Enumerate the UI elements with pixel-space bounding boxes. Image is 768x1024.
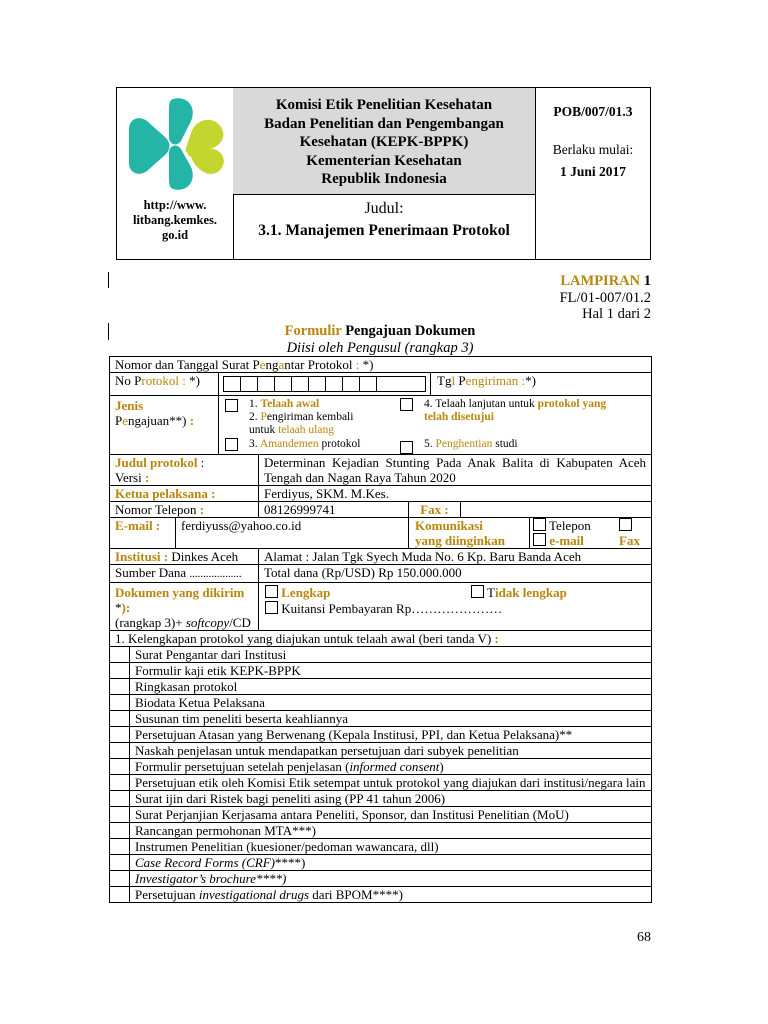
fax-label-text: Fax : (420, 502, 449, 517)
checklist-item-text: dari BPOM****) (309, 887, 403, 902)
protokol-number-boxes[interactable] (223, 376, 426, 392)
label-fragment: P (455, 373, 466, 388)
label-fragment: * (115, 600, 122, 615)
checklist-row (110, 727, 652, 743)
label-fragment: softcopy (185, 615, 230, 630)
ketua-pelaksana-label (110, 486, 259, 502)
checklist-item-text: Rancangan permohonan MTA***) (135, 823, 316, 838)
option-telaah-lanjutan[interactable] (424, 398, 606, 411)
telepon-value[interactable]: 08126999741 (259, 502, 409, 518)
checklist-item (130, 695, 652, 711)
sumber-dana-dots: ................... (189, 568, 242, 580)
checklist-item-text: Persetujuan etik oleh Komisi Etik setempat untuk protokol yang diajukan dari institusi/negara lain (135, 775, 646, 790)
option-telaah-awal[interactable] (249, 398, 319, 411)
checklist-row (110, 695, 652, 711)
url-line: http://www. (143, 198, 207, 212)
org-name-cell (233, 88, 536, 195)
option-tidak-lengkap[interactable] (471, 585, 567, 600)
lampiran-code: FL/01-007/01.2 (559, 289, 651, 306)
checklist-check-cell[interactable] (110, 647, 130, 663)
label-fragment: (rangkap 3)+ (115, 615, 186, 630)
checklist-item (130, 839, 652, 855)
label-fragment: : (196, 502, 205, 517)
option-amandemen[interactable] (249, 438, 361, 451)
form-row-dana (110, 565, 652, 583)
checklist-item-italic: Case Record Forms (CRF) (135, 855, 275, 870)
kelengkapan-colon: : (491, 631, 499, 646)
form-title-main (109, 323, 651, 340)
email-value[interactable]: ferdiyuss@yahoo.co.id (176, 518, 409, 549)
checklist-check-cell[interactable] (110, 855, 130, 871)
checklist-row (110, 887, 652, 903)
option-label: untuk (249, 424, 279, 436)
dokumen-options-cell (259, 583, 652, 631)
checklist-check-cell[interactable] (110, 663, 130, 679)
label-fragment: ng (265, 357, 279, 372)
checklist-row (110, 743, 652, 759)
checklist-item-text: Persetujuan (135, 887, 199, 902)
checklist-row (110, 855, 652, 871)
checklist-check-cell[interactable] (110, 839, 130, 855)
sumber-dana-cell[interactable] (110, 565, 259, 583)
org-line: Kesehatan (KEPK-BPPK) (299, 134, 469, 150)
penghentian-checkbox[interactable] (400, 441, 413, 454)
tgl-pengiriman-cell[interactable] (431, 373, 652, 396)
label-fragment: e (259, 357, 266, 372)
option-label: engiriman kembali (266, 411, 354, 423)
option-lengkap[interactable] (265, 585, 330, 600)
option-label: Amandemen (259, 438, 319, 450)
lampiran-page: Hal 1 dari 2 (582, 306, 651, 322)
checklist-item (130, 711, 652, 727)
checklist-item (130, 679, 652, 695)
kelengkapan-title: 1. Kelengkapan protokol yang diajukan untuk telaah awal (beri tanda V) (115, 631, 492, 646)
judul-value: 3.1. Manajemen Penerimaan Protokol (258, 222, 510, 239)
option-label: Penghentian (435, 438, 493, 450)
option-label: telaah ulang (278, 424, 334, 436)
form-row-nomor-tanggal (110, 357, 652, 373)
checklist-row (110, 663, 652, 679)
option-number: 2. (249, 411, 261, 423)
form-row-email (110, 518, 652, 549)
label-fragment: : (141, 470, 150, 485)
berlaku-date: 1 Juni 2017 (559, 164, 627, 179)
option-label: studi (492, 438, 518, 450)
label-fragment: No P (115, 373, 142, 388)
label-fragment: : (355, 357, 360, 372)
url-line: go.id (161, 228, 189, 242)
form-row-telepon (110, 502, 652, 518)
form-subtitle: Diisi oleh Pengusul (rangkap 3) (286, 340, 474, 356)
pob-code: POB/007/01.3 (553, 104, 633, 119)
no-protokol-label (110, 373, 219, 396)
form-row-kelengkapan (110, 631, 652, 647)
checklist-check-cell[interactable] (110, 775, 130, 791)
email-checkbox[interactable] (533, 533, 546, 546)
checklist-item-text: Surat Perjanjian Kerjasama antara Peneliti, Sponsor, dan Institusi Penelitian (MoU) (135, 807, 569, 822)
checklist-check-cell[interactable] (110, 727, 130, 743)
lampiran-number: 1 (643, 273, 651, 289)
checklist-item (130, 807, 652, 823)
option-kuitansi[interactable] (265, 601, 502, 616)
checklist-item-text: Instrumen Penelitian (kuesioner/pedoman wawancara, dll) (135, 839, 439, 854)
label-fragment: engiriman (465, 373, 519, 388)
lampiran-title (560, 273, 651, 290)
komunikasi-label (415, 518, 505, 548)
checklist-item-italic: Investigator’s brochure (135, 871, 256, 886)
jenis-options-cell (219, 396, 652, 455)
versi-line (115, 470, 253, 485)
dokumen-rangkap-line (115, 615, 253, 630)
form-row-jenis (110, 396, 652, 455)
form-row-ketua (110, 486, 652, 502)
komunikasi-line: Komunikasi (415, 518, 483, 533)
url-line: litbang.kemkes. (132, 213, 218, 227)
judul-label: Judul: (364, 200, 404, 217)
no-protokol-input[interactable] (219, 373, 431, 396)
checklist-check-cell[interactable] (110, 807, 130, 823)
revision-bar (108, 272, 109, 288)
option-telepon[interactable] (533, 518, 591, 533)
option-email[interactable] (533, 533, 584, 548)
label-fragment: : (518, 373, 526, 388)
label-fragment: : (207, 486, 216, 501)
total-dana-value[interactable]: Total dana (Rp/USD) Rp 150.000.000 (259, 565, 652, 583)
checklist-item-text: Formulir persetujuan setelah penjelasan ( (135, 759, 350, 774)
institusi-cell[interactable] (110, 549, 259, 565)
nomor-tanggal-cell[interactable] (110, 357, 652, 373)
checklist-item (130, 647, 652, 663)
checklist-check-cell[interactable] (110, 743, 130, 759)
page-number: 68 (637, 930, 651, 945)
kuitansi-checkbox[interactable] (265, 601, 278, 614)
form-row-dokumen (110, 583, 652, 631)
option-label: telah disetujui (424, 411, 494, 423)
ketua-pelaksana-value[interactable]: Ferdiyus, SKM. M.Kes. (259, 486, 652, 502)
judul-protokol-label (110, 455, 259, 486)
label-fragment: P (115, 413, 123, 428)
option-label: Kuitansi Pembayaran Rp………………… (281, 601, 503, 616)
label-fragment: *) (525, 373, 536, 388)
submission-form-table (109, 356, 652, 903)
label-fragment: Nomor dan Tanggal Surat P (115, 357, 260, 372)
label-fragment: ): (121, 600, 131, 615)
checklist-item-text: Formulir kaji etik KEPK-BPPK (135, 663, 301, 678)
document-header (116, 87, 651, 260)
judul-cell (233, 195, 536, 259)
label-fragment: n (284, 357, 291, 372)
logo-cell (117, 88, 234, 259)
checklist-check-cell[interactable] (110, 887, 130, 903)
option-label: Lengkap (281, 585, 331, 600)
checklist-item-text: Persetujuan Atasan yang Berwenang (Kepala Institusi, PPI, dan Ketua Pelaksana)** (135, 727, 573, 742)
option-label: idak lengkap (494, 585, 567, 600)
checklist-row (110, 647, 652, 663)
jenis-pengajuan-label (110, 396, 219, 455)
telepon-label (110, 502, 259, 518)
form-title (109, 323, 651, 357)
checklist-row (110, 759, 652, 775)
option-label: Telepon (549, 518, 591, 533)
checklist-row (110, 823, 652, 839)
website-url (117, 198, 233, 243)
checklist-item-text: Surat ijin dari Ristek bagi peneliti asing (PP 41 tahun 2006) (135, 791, 446, 806)
kelengkapan-title-cell (110, 631, 652, 647)
judul-protokol-line (115, 455, 253, 470)
berlaku-label: Berlaku mulai: (552, 142, 634, 157)
label-fragment: Ketua pelaksana (115, 486, 208, 501)
dokumen-label-cell (110, 583, 259, 631)
checklist-item-italic: investigational drugs (198, 887, 310, 902)
checklist-check-cell[interactable] (110, 871, 130, 887)
checklist-check-cell[interactable] (110, 759, 130, 775)
option-telaah-ulang[interactable] (249, 424, 334, 437)
org-line: Kementerian Kesehatan (306, 152, 462, 169)
label-fragment: Versi (115, 470, 142, 485)
label-fragment: : (182, 373, 186, 388)
komunikasi-line: yang diinginkan (415, 533, 505, 548)
checklist-item (130, 855, 652, 871)
label-fragment: l (451, 373, 456, 388)
checklist-row (110, 791, 652, 807)
label-fragment: Tg (437, 373, 452, 388)
label-fragment: tar Protokol (290, 357, 356, 372)
alamat-value[interactable]: Alamat : Jalan Tgk Syech Muda No. 6 Kp. Baru Banda Aceh (259, 549, 652, 565)
document-meta-cell (536, 88, 650, 259)
form-row-judul (110, 455, 652, 486)
checklist-item-italic: informed consent (349, 759, 440, 774)
checklist-row (110, 839, 652, 855)
jenis-label: Jenis (115, 398, 144, 413)
label-fragment: rotokol (141, 373, 179, 388)
form-row-institusi (110, 549, 652, 565)
option-label: protokol yang (537, 398, 607, 410)
checklist-item-text: Ringkasan protokol (135, 679, 238, 694)
checklist-item (130, 791, 652, 807)
checklist-item (130, 759, 652, 775)
telaah-awal-checkbox[interactable] (225, 399, 238, 412)
option-label: e-mail (549, 533, 584, 548)
checklist-row (110, 679, 652, 695)
option-label: protokol (318, 438, 361, 450)
checklist-item-text: Surat Pengantar dari Institusi (135, 647, 287, 662)
checklist-item-text: Biodata Ketua Pelaksana (135, 695, 265, 710)
org-line: Badan Penelitian dan Pengembangan (264, 115, 504, 132)
option-label: Telaah awal (260, 398, 320, 410)
telaah-lanjutan-checkbox[interactable] (400, 398, 413, 411)
form-title-rest: Pengajuan Dokumen (345, 323, 476, 339)
lengkap-checkbox[interactable] (265, 585, 278, 598)
checklist-item (130, 887, 652, 903)
label-fragment: *) (185, 373, 200, 388)
checklist-check-cell[interactable] (110, 791, 130, 807)
label-fragment: : (197, 455, 205, 470)
option-label: Fax (619, 533, 640, 548)
org-line: Republik Indonesia (321, 171, 447, 187)
checklist-check-cell[interactable] (110, 695, 130, 711)
checklist-item (130, 743, 652, 759)
option-penghentian[interactable] (424, 438, 518, 451)
checklist-item-text: ****) (274, 855, 306, 870)
sumber-dana-label: Sumber Dana (115, 565, 190, 580)
kemenkes-logo-icon (125, 93, 225, 195)
checklist-item (130, 663, 652, 679)
checklist-row (110, 775, 652, 791)
option-label: 4. Telaah lanjutan untuk (424, 398, 538, 410)
telepon-checkbox[interactable] (533, 518, 546, 531)
label-fragment: e (122, 413, 129, 428)
label-fragment: /CD (229, 615, 251, 630)
form-title-word: Formulir (284, 323, 342, 339)
form-row-protokol (110, 373, 652, 396)
label-fragment: a (278, 357, 285, 372)
dokumen-star-line (115, 600, 253, 615)
checklist-item (130, 823, 652, 839)
checklist-row (110, 871, 652, 887)
option-label: T (487, 585, 495, 600)
option-fax[interactable] (619, 518, 651, 548)
checklist-item-text: ) (439, 759, 444, 774)
checklist-item (130, 775, 652, 791)
option-pengiriman-kembali[interactable] (249, 411, 353, 424)
email-label: E-mail : (110, 518, 176, 549)
institusi-value: Dinkes Aceh (168, 549, 239, 564)
amandemen-checkbox[interactable] (225, 438, 238, 451)
checklist-item-text: Naskah penjelasan untuk mendapatkan persetujuan dari subyek penelitian (135, 743, 519, 758)
checklist-check-cell[interactable] (110, 679, 130, 695)
lampiran-block (560, 273, 651, 323)
tidak-lengkap-checkbox[interactable] (471, 585, 484, 598)
judul-protokol-value[interactable]: Determinan Kejadian Stunting Pada Anak Balita di Kabupaten Aceh Tengah dan Nagan Raya Tahun 2020 (259, 455, 652, 486)
checklist-check-cell[interactable] (110, 823, 130, 839)
option-number: 1. (249, 398, 261, 410)
option-number: 3. (249, 438, 260, 450)
option-label: P (260, 411, 267, 423)
label-fragment: ngajuan**) (128, 413, 187, 428)
institusi-label: Institusi : (115, 549, 169, 564)
jenis-sublabel (115, 413, 213, 428)
label-fragment: Judul protokol (115, 455, 198, 470)
lampiran-label: LAMPIRAN (560, 273, 641, 289)
fax-checkbox[interactable] (619, 518, 632, 531)
label-fragment: Nomor Telepon (115, 502, 197, 517)
org-line: Komisi Etik Penelitian Kesehatan (275, 97, 493, 113)
checklist-item-italic: ****) (255, 871, 287, 886)
checklist-check-cell[interactable] (110, 711, 130, 727)
option-number: 5. (424, 438, 436, 450)
fax-label (409, 502, 461, 518)
dokumen-label: Dokumen yang dikirim (115, 585, 245, 600)
komunikasi-cell (409, 518, 652, 549)
checklist-row (110, 711, 652, 727)
checklist-item (130, 727, 652, 743)
label-fragment: : (186, 413, 195, 428)
checklist-item (130, 871, 652, 887)
checklist-item-text: Susunan tim peneliti beserta keahliannya (135, 711, 348, 726)
checklist-row (110, 807, 652, 823)
label-fragment: *) (359, 357, 374, 372)
fax-value[interactable] (461, 502, 652, 518)
